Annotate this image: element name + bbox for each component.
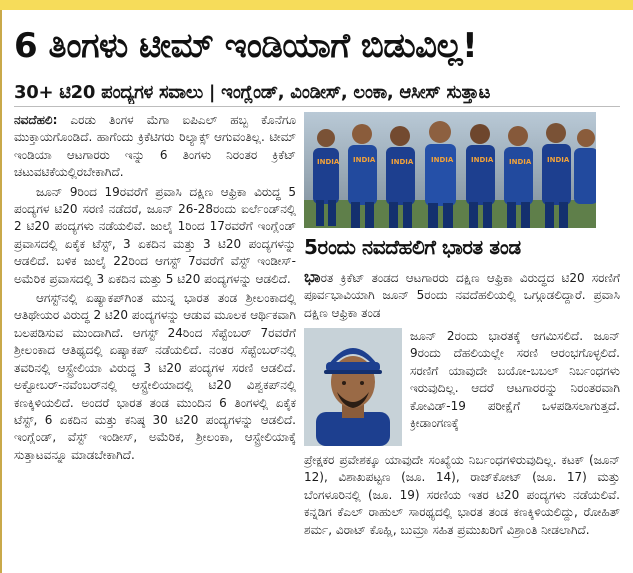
paragraph-team-arrival-text: ರತ ಕ್ರಿಕೆಟ್ ತಂಡದ ಆಟಗಾರರು ದಕ್ಷಿಣ ಆಫ್ರಿಕಾ ವಿರುದ್ಧದ ಟಿ20 ಸರಣಿಗೆ ಪೂರ್ವಭಾವಿಯಾಗಿ ಜೂನ್ 5ರಂದು ನವದೆಹಲಿಯಲ್ಲಿ ಒಗ್ಗೂಡಲಿದ್ದಾರೆ. ಪ್ರವಾಸಿ ದಕ್ಷಿಣ ಆಫ್ರಿಕಾ ತಂಡ (304, 271, 620, 320)
paragraph-bio-bubble: ಜೂನ್ 2ರಂದು ಭಾರತಕ್ಕೆ ಆಗಮಿಸಲಿದೆ. ಜೂನ್ 9ರಂದು ದೆಹಲಿಯಲ್ಲೇ ಸರಣಿ ಆರಂಭಗೊಳ್ಳಲಿದೆ. ಸರಣಿಗೆ ಯಾವುದೇ ಬಯೋ-ಬಬಲ್ ನಿರ್ಬಂಧಗಳು ಇರುವುದಿಲ್ಲ. ಆದರೆ ಆಟಗಾರರನ್ನು ನಿರಂತರವಾಗಿ ಕೋವಿಡ್-19 ಪರೀಕ್ಷೆಗೆ ಒಳಪಡಿಸಲಾಗುತ್ತದೆ. ಕ್ರೀಡಾಂಗಣಕ್ಕೆ (410, 329, 620, 431)
player-portrait-photo-icon (304, 328, 402, 446)
header-divider (14, 106, 620, 107)
rahul-photo (304, 328, 402, 446)
paragraph-intro (14, 112, 296, 182)
jersey-label: INDIA (471, 156, 494, 164)
jersey-label: INDIA (431, 156, 454, 164)
paragraph-venues: ಪ್ರೇಕ್ಷಕರ ಪ್ರವೇಶಕ್ಕೂ ಯಾವುದೇ ಸಂಖ್ಯೆಯ ನಿರ್ಬಂಧಗಳಿರುವುದಿಲ್ಲ. ಕಟಕ್ (ಜೂನ್ 12), ವಿಶಾಖಪಟ್ಟಣ (ಜೂ. 14), ರಾಜ್‌ಕೋಟ್ (ಜೂ. 17) ಮತ್ತು ಬೆಂಗಳೂರಿನಲ್ಲಿ (ಜೂ. 19) ಸರಣಿಯ ಇತರ ಟಿ20 ಪಂದ್ಯಗಳು ನಡೆಯಲಿವೆ. ಕನ್ನಡಿಗ ಕೆಎಲ್ ರಾಹುಲ್ ಸಾರಥ್ಯದಲ್ಲಿ ಭಾರತ ತಂಡ ಕಣಕ್ಕಿಳಿಯಲಿದ್ದು, ರೋಹಿತ್ ಶರ್ಮ, ವಿರಾಟ್ ಕೊಹ್ಲಿ, ಬುಮ್ರಾ ಸಹಿತ ಪ್ರಮುಖರಿಗೆ ವಿಶ್ರಾಂತಿ ನೀಡಲಾಗಿದೆ. (304, 453, 620, 537)
top-color-bar (0, 0, 633, 10)
team-photo-caption: 5ರಂದು ನವದೆಹಲಿಗೆ ಭಾರತ ತಂಡ (304, 235, 521, 259)
dateline: ನವದೆಹಲಿ: (14, 113, 58, 127)
paragraph-asia-cup: ಆಗಸ್ಟ್‌ನಲ್ಲಿ ಏಷ್ಯಾಕಪ್‌ಗಿಂತ ಮುನ್ನ ಭಾರತ ತಂಡ ಶ್ರೀಲಂಕಾದಲ್ಲಿ ಆತಿಥೇಯರ ವಿರುದ್ಧ 2 ಟಿ20 ಪಂದ್ಯಗಳನ್ನು ಆಡುವ ಮೂಲಕ ಆರ್ಥಿಕವಾಗಿ ಬಲಪಡಿಸುವ ಮುಂದಾಗಿದೆ. ಆಗಸ್ಟ್ 24ರಿಂದ ಸೆಪ್ಟೆಂಬರ್ 7ರವರೆಗೆ ಶ್ರೀಲಂಕಾದ ಆತಿಥ್ಯದಲ್ಲಿ ಏಷ್ಯಾಕಪ್ ನಡೆಯಲಿದೆ. ನಂತರ ಸೆಪ್ಟೆಂಬರ್‌ನಲ್ಲಿ ತವರಿನಲ್ಲಿ ಆಸ್ಟ್ರೇಲಿಯಾ ವಿರುದ್ಧ 3 ಟಿ20 ಪಂದ್ಯಗಳ ಸರಣಿ ಆಡಲಿದೆ. ಅಕ್ಟೋಬರ್-ನವೆಂಬರ್‌ನಲ್ಲಿ ಆಸ್ಟ್ರೇಲಿಯಾದಲ್ಲಿ ಟಿ20 ವಿಶ್ವಕಪ್‌ನಲ್ಲಿ ಕಣಕ್ಕಿಳಿಯಲಿದೆ. ಅಂದರೆ ಭಾರತ ತಂಡ ಮುಂದಿನ 6 ತಿಂಗಳಲ್ಲಿ ಏಕೈಕ ಟೆಸ್ಟ್, 6 ಏಕದಿನ ಮತ್ತು ಕನಿಷ್ಠ 30 ಟಿ20 ಪಂದ್ಯಗಳನ್ನು ಆಡಲಿದೆ. ಇಂಗ್ಲೆಂಡ್, ವೆಸ್ಟ್ ಇಂಡೀಸ್, ಅಮೆರಿಕ, ಶ್ರೀಲಂಕಾ, ಆಸ್ಟ್ರೇಲಿಯಾಕ್ಕೆ ಸುತ್ತಾಟವನ್ನೂ ಮಾಡಬೇಕಾಗಿದೆ. (14, 291, 296, 462)
left-column (14, 112, 296, 570)
subheadline: 30+ ಟಿ20 ಪಂದ್ಯಗಳ ಸವಾಲು | ಇಂಗ್ಲೆಂಡ್, ವಿಂಡೀಸ್, ಲಂಕಾ, ಆಸೀಸ್ ಸುತ್ತಾಟ (14, 82, 491, 103)
paragraph-team-arrival (304, 268, 620, 322)
drop-cap: ಭಾ (304, 267, 321, 286)
team-photo (304, 112, 596, 228)
right-column-top (304, 268, 620, 322)
jersey-label: INDIA (317, 158, 340, 166)
paragraph-intro-text: ಎರಡು ತಿಂಗಳ ಮೆಗಾ ಐಪಿಎಲ್ ಹಬ್ಬ ಕೊನೆಗೂ ಮುಕ್ತಾಯಗೊಂಡಿದೆ. ಹಾಗೆಂದು ಕ್ರಿಕೆಟಿಗರು ರಿಲ್ಯಾಕ್ಸ್ ಆಗುವಂತಿಲ್ಲ. ಟೀಮ್ ಇಂಡಿಯಾ ಆಟಗಾರರು ಇನ್ನು 6 ತಿಂಗಳು ನಿರಂತರ ಕ್ರಿಕೆಟ್ ಚಟುವಟಿಕೆಯಲ್ಲಿರಬೇಕಾಗಿದೆ. (14, 113, 296, 180)
jersey-label: INDIA (547, 156, 570, 164)
cricket-team-photo-icon (304, 112, 596, 228)
paragraph-schedule: ಜೂನ್ 9ರಿಂದ 19ರವರೆಗೆ ಪ್ರವಾಸಿ ದಕ್ಷಿಣ ಆಫ್ರಿಕಾ ವಿರುದ್ಧ 5 ಪಂದ್ಯಗಳ ಟಿ20 ಸರಣಿ ನಡೆದರೆ, ಜೂನ್ 26-28ರಂದು ಐರ್ಲೆಂಡ್‌ನಲ್ಲಿ 2 ಟಿ20 ಪಂದ್ಯಗಳು ನಡೆಯಲಿವೆ. ಜುಲೈ 1ರಿಂದ 17ರವರೆಗೆ ಇಂಗ್ಲೆಂಡ್ ಪ್ರವಾಸದಲ್ಲಿ ಏಕೈಕ ಟೆಸ್ಟ್, 3 ಏಕದಿನ ಮತ್ತು 3 ಟಿ20 ಪಂದ್ಯಗಳನ್ನು ಆಡಲಿದೆ. ಬಳಿಕ ಜುಲೈ 22ರಿಂದ ಆಗಸ್ಟ್ 7ರವರೆಗೆ ವೆಸ್ಟ್ ಇಂಡೀಸ್-ಅಮೆರಿಕ ಪ್ರವಾಸದಲ್ಲಿ 3 ಏಕದಿನ ಮತ್ತು 5 ಟಿ20 ಪಂದ್ಯಗಳನ್ನು ಆಡಲಿದೆ. (14, 184, 296, 286)
jersey-label: INDIA (391, 158, 414, 166)
jersey-label: INDIA (509, 158, 532, 166)
right-column-narrow (410, 328, 620, 450)
right-column-bottom (304, 452, 620, 570)
headline: 6 ತಿಂಗಳು ಟೀಮ್ ಇಂಡಿಯಾಗೆ ಬಿಡುವಿಲ್ಲ! (14, 26, 478, 66)
jersey-label: INDIA (353, 156, 376, 164)
